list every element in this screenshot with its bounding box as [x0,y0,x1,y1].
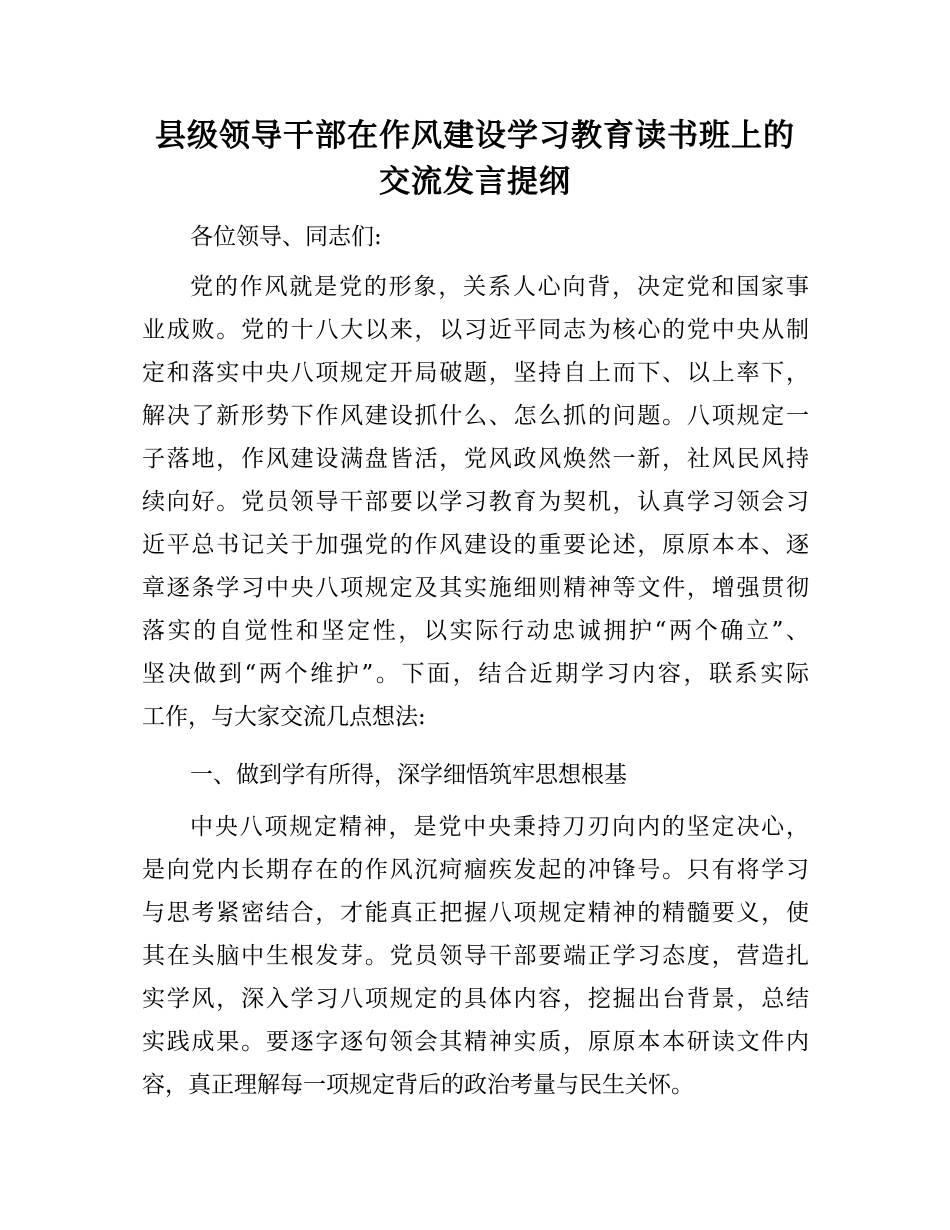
paragraph-2-line: 其在头脑中生根发芽。党员领导干部要端正学习态度，营造扎 [142,943,809,969]
paragraph-1-line: 章逐条学习中央八项规定及其实施细则精神等文件，增强贯彻 [142,575,809,601]
paragraph-1-line: 落实的自觉性和坚定性，以实际行动忠诚拥护“两个确立”、 [142,618,809,644]
paragraph-2-line: 与思考紧密结合，才能真正把握八项规定精神的精髓要义，使 [142,900,809,926]
paragraph-2-line: 实践成果。要逐字逐句领会其精神实质，原原本本研读文件内 [142,1029,809,1055]
section-1-heading: 一、做到学有所得，深学细悟筑牢思想根基 [190,762,627,788]
paragraph-1-line: 解决了新形势下作风建设抓什么、怎么抓的问题。八项规定一 [142,403,809,429]
paragraph-2-line: 容，真正理解每一项规定背后的政治考量与民生关怀。 [142,1072,694,1098]
document-title-line-2: 交流发言提纲 [379,164,571,200]
paragraph-2-line: 实学风，深入学习八项规定的具体内容，挖掘出台背景，总结 [142,986,809,1012]
paragraph-1-line: 党的作风就是党的形象，关系人心向背，决定党和国家事 [190,274,809,300]
paragraph-1-line: 近平总书记关于加强党的作风建设的重要论述，原原本本、逐 [142,532,809,558]
paragraph-1-line: 定和落实中央八项规定开局破题，坚持自上而下、以上率下， [142,360,809,386]
paragraph-2-line: 中央八项规定精神，是党中央秉持刀刃向内的坚定决心， [190,814,809,840]
salutation: 各位领导、同志们: [190,224,382,250]
paragraph-1-line: 坚决做到“两个维护”。下面，结合近期学习内容，联系实际 [142,661,809,687]
paragraph-1-line: 续向好。党员领导干部要以学习教育为契机，认真学习领会习 [142,489,809,515]
document-title-line-1: 县级领导干部在作风建设学习教育读书班上的 [155,118,795,154]
paragraph-1-line: 子落地，作风建设满盘皆活，党风政风焕然一新，社风民风持 [142,446,809,472]
paragraph-2-line: 是向党内长期存在的作风沉疴痼疾发起的冲锋号。只有将学习 [142,857,809,883]
paragraph-1-line: 业成败。党的十八大以来，以习近平同志为核心的党中央从制 [142,317,809,343]
paragraph-1-line: 工作，与大家交流几点想法: [142,704,426,730]
